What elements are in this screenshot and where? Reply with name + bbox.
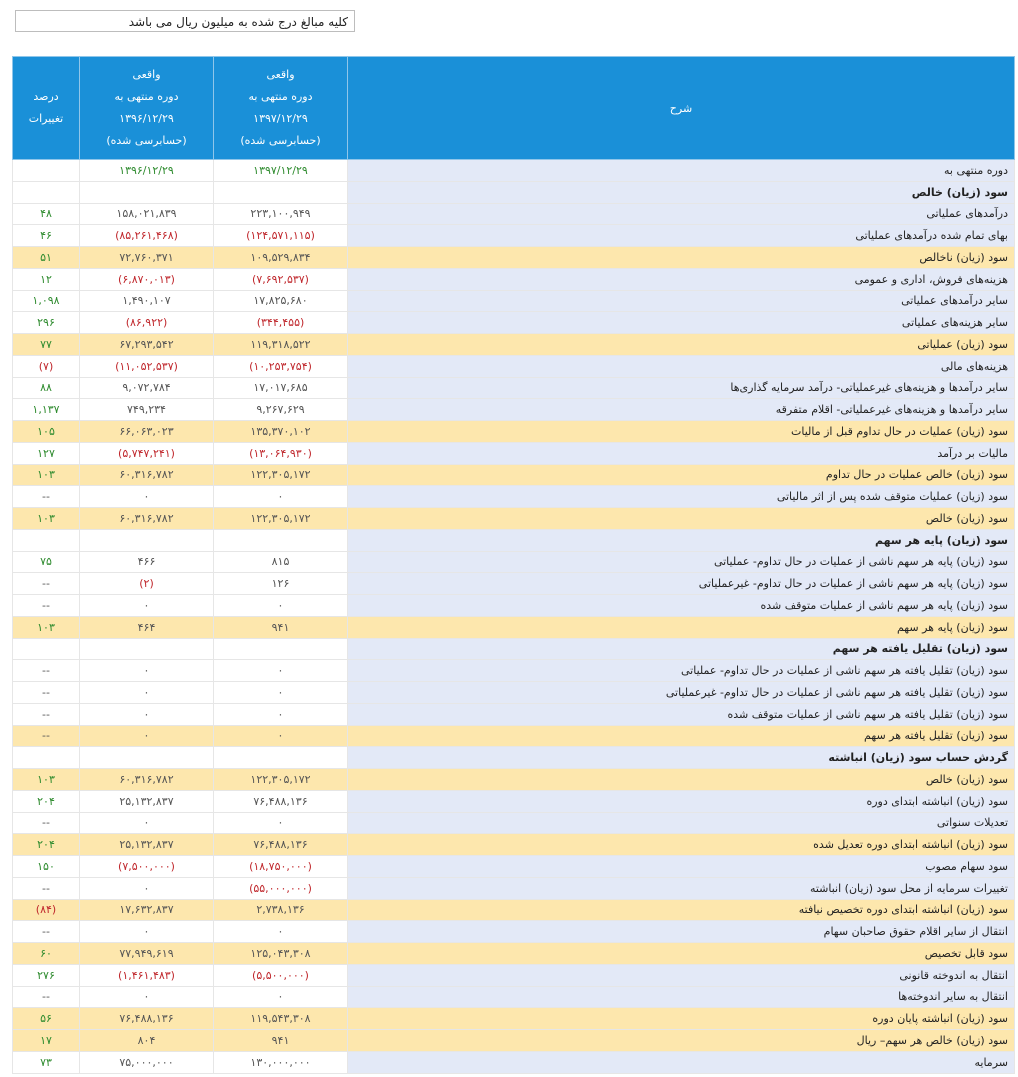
cell-prior-value: ۱۵۸,۰۲۱,۸۳۹	[80, 203, 214, 225]
cell-prior-value: ۶۰,۳۱۶,۷۸۲	[80, 769, 214, 791]
cell-prior-value	[80, 747, 214, 769]
table-row	[13, 1051, 1015, 1073]
cell-prior-value	[80, 529, 214, 551]
cell-current-value	[214, 638, 348, 660]
cell-pct-change: ۲۹۶	[13, 312, 80, 334]
table-row	[13, 790, 1015, 812]
table-row	[13, 508, 1015, 530]
table-row	[13, 421, 1015, 443]
cell-current-value: ۹,۲۶۷,۶۲۹	[214, 399, 348, 421]
cell-pct-change: --	[13, 573, 80, 595]
table-row	[13, 638, 1015, 660]
table-row	[13, 747, 1015, 769]
cell-pct-change: ۱,۱۳۷	[13, 399, 80, 421]
cell-current-value: ۱۱۹,۵۴۳,۳۰۸	[214, 1008, 348, 1030]
cell-prior-value: ۰	[80, 660, 214, 682]
cell-description: سود (زیان) انباشته ابتدای دوره تعدیل شده	[348, 834, 1015, 856]
cell-description: سایر درآمدها و هزینه‌های غیرعملیاتی- اقلام متفرقه	[348, 399, 1015, 421]
cell-pct-change: ۷۳	[13, 1051, 80, 1073]
cell-current-value: ۰	[214, 486, 348, 508]
cell-description: سود (زیان) تقلیل یافته هر سهم	[348, 638, 1015, 660]
table-row	[13, 160, 1015, 182]
cell-pct-change: ۱۰۳	[13, 508, 80, 530]
cell-prior-value: ۱,۴۹۰,۱۰۷	[80, 290, 214, 312]
cell-description: سایر درآمدها و هزینه‌های غیرعملیاتی- درآمد سرمایه گذاری‌ها	[348, 377, 1015, 399]
cell-description: سود (زیان) پایه هر سهم ناشی از عملیات در حال تداوم- غیرعملیاتی	[348, 573, 1015, 595]
cell-prior-value: (۶,۸۷۰,۰۱۳)	[80, 268, 214, 290]
cell-current-value: ۱۰۹,۵۲۹,۸۳۴	[214, 247, 348, 269]
header-prior-line: دوره منتهی به	[114, 90, 179, 103]
cell-prior-value: (۵,۷۴۷,۲۴۱)	[80, 442, 214, 464]
cell-pct-change: ۲۰۴	[13, 834, 80, 856]
table-row	[13, 921, 1015, 943]
cell-pct-change: (۷)	[13, 355, 80, 377]
cell-description: سایر هزینه‌های عملیاتی	[348, 312, 1015, 334]
table-row	[13, 355, 1015, 377]
cell-pct-change: --	[13, 812, 80, 834]
cell-pct-change: ۴۶	[13, 225, 80, 247]
cell-pct-change	[13, 181, 80, 203]
cell-description: سود (زیان) انباشته ابتدای دوره تخصیص نیافته	[348, 899, 1015, 921]
cell-current-value	[214, 181, 348, 203]
table-row	[13, 725, 1015, 747]
cell-description: سود (زیان) خالص عملیات در حال تداوم	[348, 464, 1015, 486]
header-prior	[80, 57, 214, 160]
cell-description: سود (زیان) ناخالص	[348, 247, 1015, 269]
cell-description: سود (زیان) عملیات متوقف شده پس از اثر مالیاتی	[348, 486, 1015, 508]
cell-pct-change: ۵۶	[13, 1008, 80, 1030]
cell-description: هزینه‌های فروش، اداری و عمومی	[348, 268, 1015, 290]
cell-description: انتقال به اندوخته قانونی	[348, 964, 1015, 986]
cell-current-value: ۰	[214, 682, 348, 704]
cell-current-value: ۰	[214, 660, 348, 682]
table-row	[13, 225, 1015, 247]
cell-prior-value: (۸۶,۹۲۲)	[80, 312, 214, 334]
cell-current-value: ۱۷,۸۲۵,۶۸۰	[214, 290, 348, 312]
cell-description: سود (زیان) عملیاتی	[348, 334, 1015, 356]
cell-prior-value	[80, 638, 214, 660]
cell-prior-value: (۷,۵۰۰,۰۰۰)	[80, 856, 214, 878]
cell-current-value: ۲۲۳,۱۰۰,۹۴۹	[214, 203, 348, 225]
cell-current-value: ۹۴۱	[214, 1030, 348, 1052]
cell-prior-value: ۰	[80, 921, 214, 943]
cell-description: انتقال به سایر اندوخته‌ها	[348, 986, 1015, 1008]
table-row	[13, 312, 1015, 334]
cell-current-value: (۳۴۴,۴۵۵)	[214, 312, 348, 334]
table-row	[13, 964, 1015, 986]
cell-prior-value: ۰	[80, 595, 214, 617]
table-row	[13, 203, 1015, 225]
cell-pct-change: ۱۰۳	[13, 616, 80, 638]
cell-description: سود (زیان) تقلیل یافته هر سهم	[348, 725, 1015, 747]
table-row	[13, 812, 1015, 834]
table-row	[13, 899, 1015, 921]
cell-pct-change: ۲۰۴	[13, 790, 80, 812]
cell-pct-change	[13, 160, 80, 182]
table-row	[13, 834, 1015, 856]
table-row	[13, 290, 1015, 312]
header-current-line: (حسابرسی شده)	[240, 134, 321, 147]
cell-prior-value: (۱,۴۶۱,۴۸۳)	[80, 964, 214, 986]
cell-description: سود (زیان) عملیات در حال تداوم قبل از مالیات	[348, 421, 1015, 443]
header-current-line: دوره منتهی به	[248, 90, 313, 103]
cell-prior-value: ۱۷,۶۳۲,۸۳۷	[80, 899, 214, 921]
cell-pct-change: --	[13, 725, 80, 747]
table-row	[13, 877, 1015, 899]
table-row	[13, 573, 1015, 595]
cell-pct-change: ۷۷	[13, 334, 80, 356]
cell-current-value: ۱۳۹۷/۱۲/۲۹	[214, 160, 348, 182]
cell-description: درآمدهای عملیاتی	[348, 203, 1015, 225]
table-row	[13, 943, 1015, 965]
cell-description: سود قابل تخصیص	[348, 943, 1015, 965]
cell-current-value: ۱۲۵,۰۴۳,۳۰۸	[214, 943, 348, 965]
cell-prior-value	[80, 181, 214, 203]
cell-current-value: ۱۱۹,۳۱۸,۵۲۲	[214, 334, 348, 356]
cell-current-value: (۷,۶۹۲,۵۳۷)	[214, 268, 348, 290]
cell-current-value: ۹۴۱	[214, 616, 348, 638]
cell-description: سود (زیان) پایه هر سهم ناشی از عملیات در حال تداوم- عملیاتی	[348, 551, 1015, 573]
cell-pct-change: (۸۴)	[13, 899, 80, 921]
table-row	[13, 464, 1015, 486]
cell-prior-value: ۶۶,۰۶۳,۰۲۳	[80, 421, 214, 443]
cell-pct-change: ۱۷	[13, 1030, 80, 1052]
cell-current-value: ۰	[214, 595, 348, 617]
cell-current-value: ۷۶,۴۸۸,۱۳۶	[214, 790, 348, 812]
cell-current-value: ۱۳۵,۳۷۰,۱۰۲	[214, 421, 348, 443]
table-row	[13, 595, 1015, 617]
cell-description: سود (زیان) انباشته پایان دوره	[348, 1008, 1015, 1030]
header-pct	[13, 57, 80, 160]
cell-prior-value: ۰	[80, 812, 214, 834]
cell-description: سرمایه	[348, 1051, 1015, 1073]
cell-pct-change: --	[13, 877, 80, 899]
table-header-row	[13, 57, 1015, 160]
cell-prior-value: ۰	[80, 877, 214, 899]
cell-current-value: (۱۲۴,۵۷۱,۱۱۵)	[214, 225, 348, 247]
cell-description: سود (زیان) انباشته ابتدای دوره	[348, 790, 1015, 812]
cell-pct-change: ۴۸	[13, 203, 80, 225]
units-note: کلیه مبالغ درج شده به میلیون ریال می باشد	[15, 10, 355, 32]
cell-prior-value: ۷۶,۴۸۸,۱۳۶	[80, 1008, 214, 1030]
table-row	[13, 660, 1015, 682]
cell-description: سود (زیان) خالص	[348, 508, 1015, 530]
cell-current-value: (۱۰,۲۵۳,۷۵۴)	[214, 355, 348, 377]
cell-description: سود (زیان) پایه هر سهم	[348, 616, 1015, 638]
income-statement-table	[12, 56, 1015, 1074]
cell-description: گردش حساب سود (زیان) انباشته	[348, 747, 1015, 769]
cell-pct-change: --	[13, 921, 80, 943]
cell-prior-value: ۲۵,۱۳۲,۸۳۷	[80, 834, 214, 856]
cell-current-value: (۱۸,۷۵۰,۰۰۰)	[214, 856, 348, 878]
cell-description: سود (زیان) خالص هر سهم– ریال	[348, 1030, 1015, 1052]
cell-current-value: ۱۲۲,۳۰۵,۱۷۲	[214, 769, 348, 791]
cell-prior-value: ۷۴۹,۲۳۴	[80, 399, 214, 421]
table-row	[13, 529, 1015, 551]
cell-description: سود (زیان) خالص	[348, 181, 1015, 203]
cell-prior-value: (۱۱,۰۵۲,۵۳۷)	[80, 355, 214, 377]
cell-prior-value: ۷۵,۰۰۰,۰۰۰	[80, 1051, 214, 1073]
cell-current-value: ۱۷,۰۱۷,۶۸۵	[214, 377, 348, 399]
cell-pct-change: --	[13, 486, 80, 508]
table-row	[13, 986, 1015, 1008]
cell-prior-value: ۷۷,۹۴۹,۶۱۹	[80, 943, 214, 965]
cell-prior-value: ۶۰,۳۱۶,۷۸۲	[80, 464, 214, 486]
cell-description: انتقال از سایر اقلام حقوق صاحبان سهام	[348, 921, 1015, 943]
header-current	[214, 57, 348, 160]
cell-prior-value: ۶۷,۲۹۳,۵۴۲	[80, 334, 214, 356]
cell-description: سود (زیان) تقلیل یافته هر سهم ناشی از عملیات در حال تداوم- عملیاتی	[348, 660, 1015, 682]
cell-prior-value: (۸۵,۲۶۱,۴۶۸)	[80, 225, 214, 247]
cell-pct-change: ۱۲	[13, 268, 80, 290]
table-row	[13, 682, 1015, 704]
cell-description: بهای تمام شده درآمدهای عملیاتی	[348, 225, 1015, 247]
header-prior-line: واقعی	[132, 68, 161, 81]
cell-current-value: ۲,۷۳۸,۱۳۶	[214, 899, 348, 921]
cell-pct-change: --	[13, 595, 80, 617]
cell-prior-value: ۰	[80, 725, 214, 747]
cell-pct-change: ۷۵	[13, 551, 80, 573]
header-pct-line: درصد	[33, 90, 59, 103]
header-prior-line: (حسابرسی شده)	[106, 134, 187, 147]
cell-pct-change: --	[13, 660, 80, 682]
table-body	[13, 160, 1015, 1074]
table-row	[13, 856, 1015, 878]
cell-current-value: ۱۲۲,۳۰۵,۱۷۲	[214, 508, 348, 530]
cell-current-value: ۱۲۶	[214, 573, 348, 595]
table-row	[13, 769, 1015, 791]
cell-pct-change: --	[13, 986, 80, 1008]
table-row	[13, 551, 1015, 573]
cell-description: سود (زیان) تقلیل یافته هر سهم ناشی از عملیات در حال تداوم- غیرعملیاتی	[348, 682, 1015, 704]
table-row	[13, 1030, 1015, 1052]
cell-pct-change: ۲۷۶	[13, 964, 80, 986]
cell-description: مالیات بر درآمد	[348, 442, 1015, 464]
cell-current-value: ۰	[214, 986, 348, 1008]
cell-prior-value: (۲)	[80, 573, 214, 595]
table-row	[13, 181, 1015, 203]
table-row	[13, 442, 1015, 464]
cell-current-value: ۱۲۲,۳۰۵,۱۷۲	[214, 464, 348, 486]
cell-description: سود سهام مصوب	[348, 856, 1015, 878]
cell-prior-value: ۷۲,۷۶۰,۳۷۱	[80, 247, 214, 269]
cell-prior-value: ۸۰۴	[80, 1030, 214, 1052]
cell-description: سایر درآمدهای عملیاتی	[348, 290, 1015, 312]
table-row	[13, 334, 1015, 356]
cell-prior-value: ۰	[80, 486, 214, 508]
cell-current-value: ۰	[214, 725, 348, 747]
cell-pct-change: ۱۰۵	[13, 421, 80, 443]
table-row	[13, 377, 1015, 399]
cell-prior-value: ۶۰,۳۱۶,۷۸۲	[80, 508, 214, 530]
cell-description: دوره منتهی به	[348, 160, 1015, 182]
cell-prior-value: ۴۶۶	[80, 551, 214, 573]
cell-current-value: ۱۳۰,۰۰۰,۰۰۰	[214, 1051, 348, 1073]
cell-pct-change: ۱۵۰	[13, 856, 80, 878]
cell-description: سود (زیان) تقلیل یافته هر سهم ناشی از عملیات متوقف شده	[348, 703, 1015, 725]
cell-current-value: ۰	[214, 812, 348, 834]
cell-description: تغییرات سرمایه از محل سود (زیان) انباشته	[348, 877, 1015, 899]
table-row	[13, 268, 1015, 290]
cell-pct-change: ۱۰۳	[13, 769, 80, 791]
header-desc: شرح	[348, 57, 1015, 160]
cell-prior-value: ۰	[80, 986, 214, 1008]
cell-pct-change: ۱۲۷	[13, 442, 80, 464]
cell-pct-change: ۱۰۳	[13, 464, 80, 486]
cell-pct-change: ۵۱	[13, 247, 80, 269]
cell-pct-change: ۸۸	[13, 377, 80, 399]
cell-current-value: (۱۳,۰۶۴,۹۳۰)	[214, 442, 348, 464]
cell-prior-value: ۰	[80, 682, 214, 704]
cell-description: سود (زیان) پایه هر سهم ناشی از عملیات متوقف شده	[348, 595, 1015, 617]
table-row	[13, 616, 1015, 638]
cell-description: سود (زیان) پایه هر سهم	[348, 529, 1015, 551]
header-pct-line: تغییرات	[28, 112, 64, 125]
cell-prior-value: ۹,۰۷۲,۷۸۴	[80, 377, 214, 399]
cell-prior-value: ۲۵,۱۳۲,۸۳۷	[80, 790, 214, 812]
table-row	[13, 1008, 1015, 1030]
cell-current-value	[214, 529, 348, 551]
cell-current-value: ۰	[214, 703, 348, 725]
table-row	[13, 247, 1015, 269]
table-row	[13, 486, 1015, 508]
cell-prior-value: ۰	[80, 703, 214, 725]
cell-pct-change: --	[13, 703, 80, 725]
cell-current-value: (۵,۵۰۰,۰۰۰)	[214, 964, 348, 986]
cell-description: سود (زیان) خالص	[348, 769, 1015, 791]
cell-pct-change: ۶۰	[13, 943, 80, 965]
cell-current-value: ۰	[214, 921, 348, 943]
cell-description: تعدیلات سنواتی	[348, 812, 1015, 834]
cell-prior-value: ۱۳۹۶/۱۲/۲۹	[80, 160, 214, 182]
table-row	[13, 703, 1015, 725]
cell-pct-change: ۱,۰۹۸	[13, 290, 80, 312]
table-row	[13, 399, 1015, 421]
cell-pct-change: --	[13, 682, 80, 704]
cell-description: هزینه‌های مالی	[348, 355, 1015, 377]
cell-prior-value: ۴۶۴	[80, 616, 214, 638]
cell-current-value: ۷۶,۴۸۸,۱۳۶	[214, 834, 348, 856]
header-current-line: واقعی	[266, 68, 295, 81]
cell-pct-change	[13, 529, 80, 551]
cell-current-value	[214, 747, 348, 769]
cell-current-value: (۵۵,۰۰۰,۰۰۰)	[214, 877, 348, 899]
cell-pct-change	[13, 638, 80, 660]
cell-current-value: ۸۱۵	[214, 551, 348, 573]
cell-pct-change	[13, 747, 80, 769]
header-current-line: ۱۳۹۷/۱۲/۲۹	[253, 112, 308, 125]
header-prior-line: ۱۳۹۶/۱۲/۲۹	[119, 112, 174, 125]
